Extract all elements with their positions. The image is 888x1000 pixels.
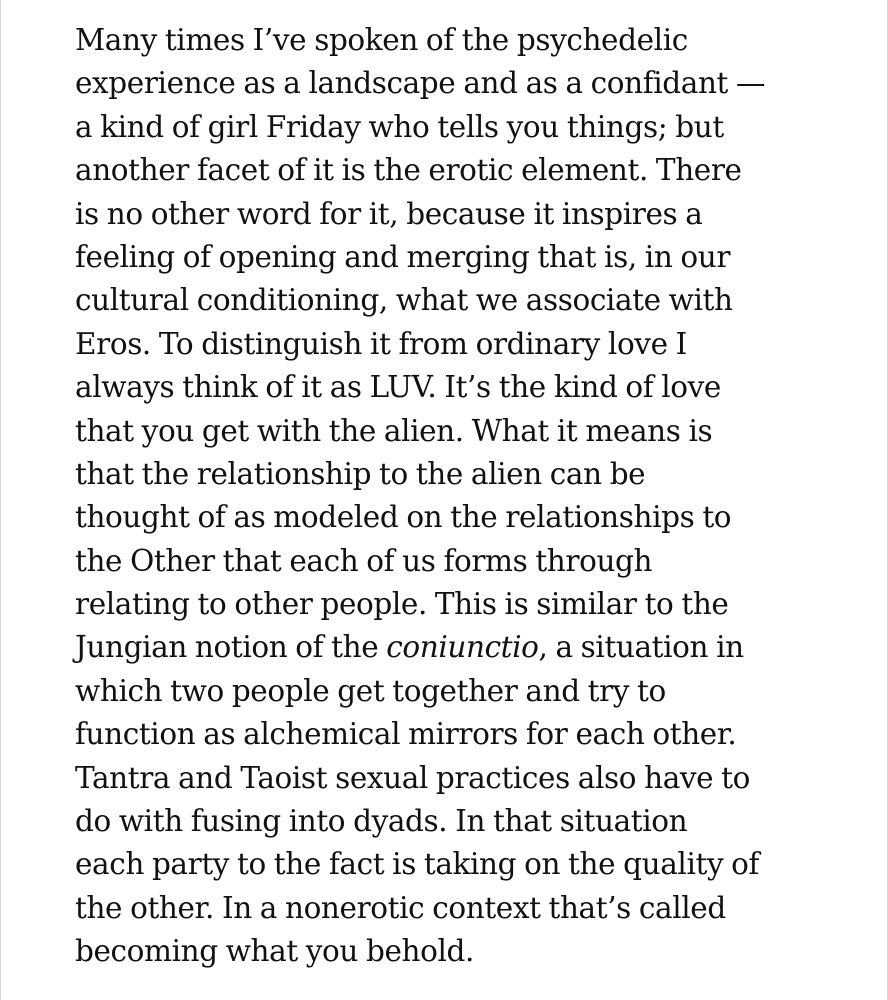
text-line: the other. In a nonerotic context that’s called bbox=[75, 890, 726, 925]
text-line: becoming what you behold. bbox=[75, 934, 474, 969]
italic-term: coniunctio bbox=[386, 630, 539, 665]
text-line: the Other that each of us forms through bbox=[75, 543, 653, 578]
text-line: that you get with the alien. What it means is bbox=[75, 413, 713, 448]
body-paragraph bbox=[75, 19, 865, 974]
text-line: always think of it as LUV. It’s the kind of love bbox=[75, 370, 721, 405]
text-line: which two people get together and try to bbox=[75, 673, 666, 708]
text-line: Eros. To distinguish it from ordinary love I bbox=[75, 326, 687, 361]
text-line: Many times I’ve spoken of the psychedelic bbox=[75, 23, 688, 57]
text-line: do with fusing into dyads. In that situation bbox=[75, 804, 688, 839]
text-line: thought of as modeled on the relationships to bbox=[75, 500, 732, 535]
text-line: Jungian notion of the coniunctio, a situation in bbox=[75, 630, 744, 665]
text-line: feeling of opening and merging that is, in our bbox=[75, 239, 731, 274]
text-line: each party to the fact is taking on the quality of bbox=[75, 847, 760, 882]
text-line: a kind of girl Friday who tells you things; but bbox=[75, 109, 724, 144]
text-line: another facet of it is the erotic element. There bbox=[75, 153, 742, 188]
text-line: relating to other people. This is similar to the bbox=[75, 587, 729, 622]
text-line: is no other word for it, because it inspires a bbox=[75, 196, 703, 231]
text-line: cultural conditioning, what we associate with bbox=[75, 283, 733, 318]
text-line: that the relationship to the alien can be bbox=[75, 456, 646, 491]
text-line: experience as a landscape and as a confidant — bbox=[75, 66, 766, 101]
text-line: Tantra and Taoist sexual practices also have to bbox=[75, 760, 750, 795]
text-line: function as alchemical mirrors for each other. bbox=[75, 717, 737, 752]
